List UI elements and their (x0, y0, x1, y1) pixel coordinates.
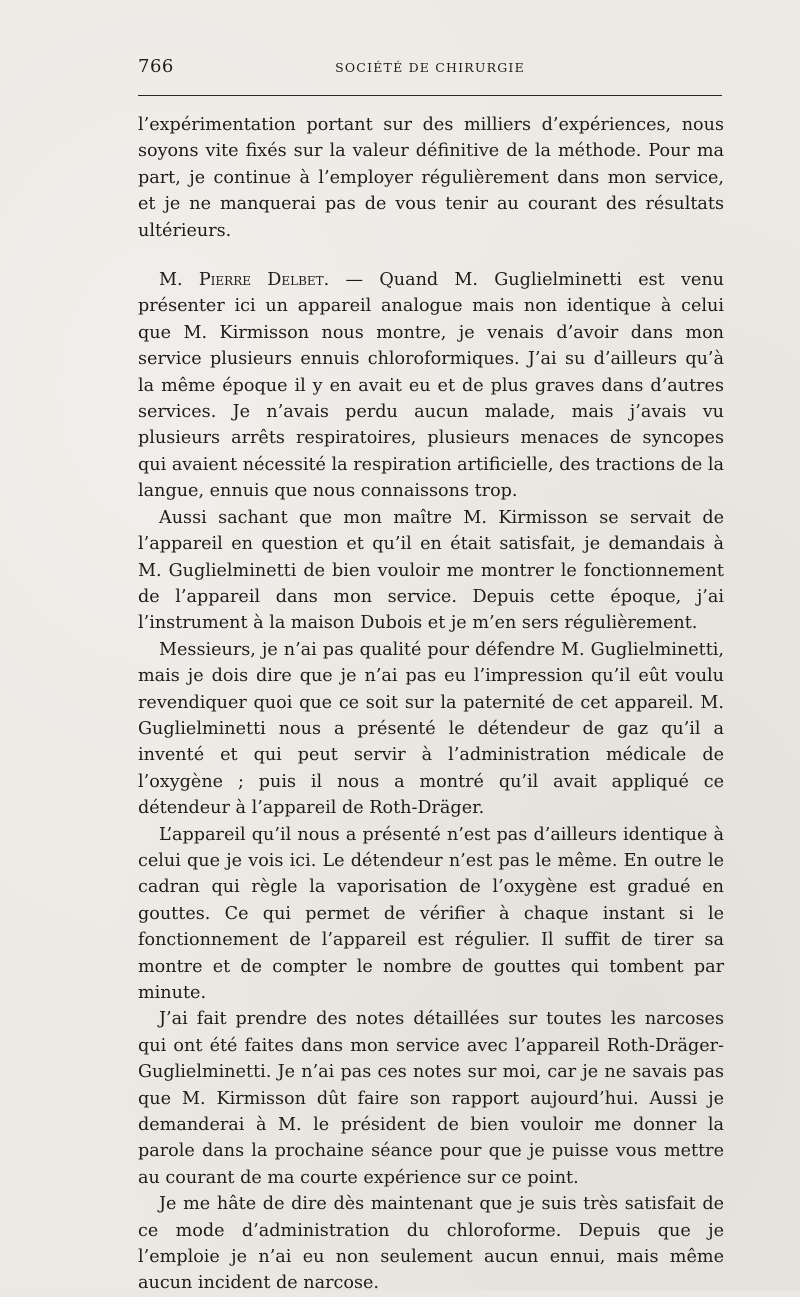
page-number: 766 (138, 56, 174, 77)
paragraph-5: L’appareil qu’il nous a présenté n’est pas d’ailleurs identique à celui que je vois ici. Le détendeur n’est pas le même. En outre le cadran qui règle la vaporisation de l’oxygène est gradué en gouttes. Ce qui permet de vérifier à chaque instant si le fonctionnement de l’appareil est régulier. Il suffit de tirer sa montre et de compter le nombre de gouttes qui tombent par minute. (138, 824, 724, 1003)
paragraph-6: J’ai fait prendre des notes détaillées sur toutes les narcoses qui ont été faites dans mon service avec l’appareil Roth-Dräger-Guglielminetti. Je n’ai pas ces notes sur moi, car je ne savais pas que M. Kirmisson dût faire son rapport aujourd’hui. Aussi je demanderai à M. le président de bien vouloir me donner la parole dans la prochaine séance pour que je puisse vous mettre au courant de ma courte expérience sur ce point. (138, 1009, 724, 1188)
paragraph-2 (138, 267, 724, 505)
header-rule (138, 95, 722, 96)
paragraph-4: Messieurs, je n’ai pas qualité pour défendre M. Guglielminetti, mais je dois dire que je n’ai pas eu l’impression qu’il eût voulu revendiquer quoi que ce soit sur la paternité de cet appareil. M. Guglielminetti nous a présenté le détendeur de gaz qu’il a inventé et qui peut servir à l’administration médicale de l’oxygène ; puis il nous a montré qu’il avait appliqué ce détendeur à l’appareil de Roth-Dräger. (138, 639, 724, 819)
paragraph-2-text: — Quand M. Guglielminetti est venu présenter ici un appareil analogue mais non identique à celui que M. Kirmisson nous montre, je venais d’avoir dans mon service plusieurs ennuis chloroformiques. J’ai su d’ailleurs qu’à la même époque il y en avait eu et de plus graves dans d’autres services. Je n’avais perdu aucun malade, mais j’avais vu plusieurs arrêts respiratoires, plusieurs menaces de syncopes qui avaient nécessité la respiration artificielle, des tractions de la langue, ennuis que nous connaissons trop. (138, 270, 724, 502)
page-header (138, 56, 722, 86)
paragraph-7: Je me hâte de dire dès maintenant que je suis très satisfait de ce mode d’administration du chloroforme. Depuis que je l’emploie je n’ai eu non seulement aucun ennui, mais même aucun incident de narcose. (138, 1194, 724, 1294)
speaker-name: M. Pierre Delbet. (159, 270, 330, 291)
paragraph-1: l’expérimentation portant sur des milliers d’expériences, nous soyons vite fixés sur la valeur définitive de la méthode. Pour ma part, je continue à l’employer régulièrement dans mon service, et je ne manquerai pas de vous tenir au courant des résultats ultérieurs. (138, 115, 724, 241)
body-text (138, 112, 724, 1297)
paragraph-3: Aussi sachant que mon maître M. Kirmisson se servait de l’appareil en question et qu’il en était satisfait, je demandais à M. Guglielminetti de bien vouloir me montrer le fonctionnement de l’appareil dans mon service. Depuis cette époque, j’ai l’instrument à la maison Dubois et je m’en sers régulièrement. (138, 507, 724, 634)
running-title: SOCIÉTÉ DE CHIRURGIE (335, 60, 525, 75)
